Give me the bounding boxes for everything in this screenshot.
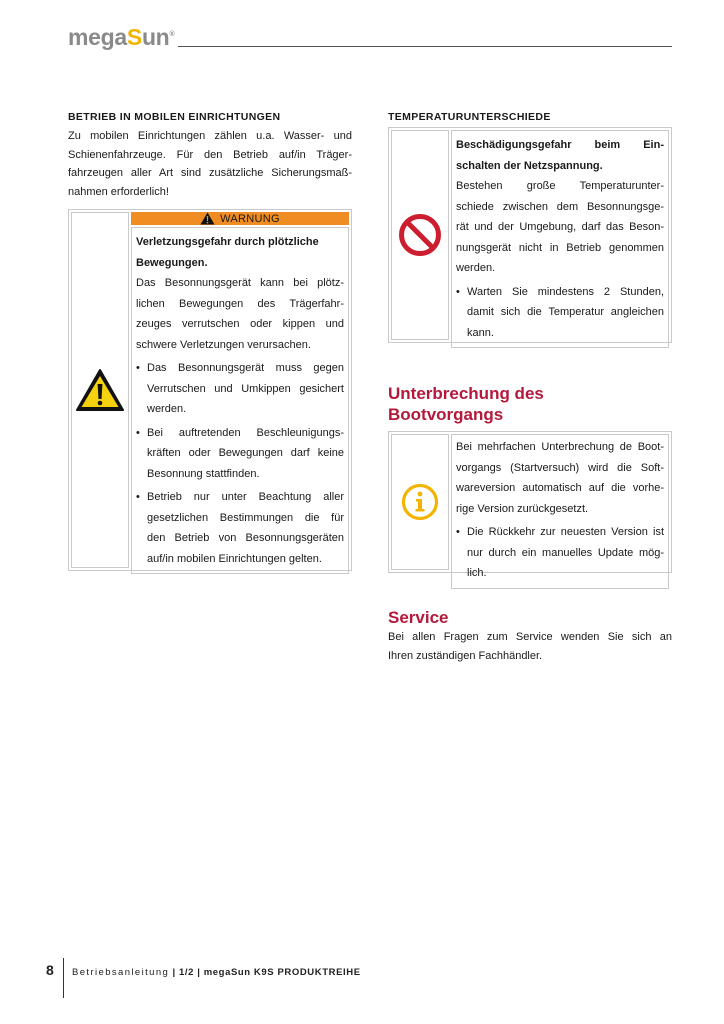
bullet-line: kann.: [467, 326, 494, 339]
right-column: [388, 110, 672, 665]
temp-body-line: nungsgerät nicht in Betrieb genommen: [456, 241, 664, 254]
warning-body-line: schwere Verletzungen verursachen.: [136, 338, 311, 351]
warning-triangle-icon: [75, 368, 125, 412]
bullet-line: Warten Sie mindestens 2 Stunden,: [467, 285, 664, 298]
boot-body-line: rige Version zurückgesetzt.: [456, 502, 589, 515]
logo-text-un: un: [141, 24, 170, 50]
bullet-line: werden.: [147, 403, 187, 416]
intro-line: nahmen erforderlich!: [68, 185, 169, 198]
warning-bullet: • Das Besonnungsgerät muss gegen Verrutschen und Umkippen gesichert werden.: [136, 358, 344, 420]
footer-product: megaSun K9S PRODUKTREIHE: [203, 967, 361, 978]
page-number: 8: [46, 962, 54, 978]
prohibition-icon: [398, 213, 442, 257]
bullet-line: kräften oder Bewegungen darf keine: [147, 447, 344, 460]
bullet-line: Bei auftretenden Beschleunigungs-: [147, 426, 344, 439]
boot-body-line: vorgangs (Startversuch) wird die Soft-: [456, 461, 664, 474]
warning-bullet: • Betrieb nur unter Beachtung aller gesetzlichen Bestimmungen die für den Betrieb von Besonnungsgeräten auf/in mobilen Einrichtungen gelten.: [136, 487, 344, 569]
boot-bullet: • Die Rückkehr zur neuesten Version ist nur durch ein manuelles Update mög- lich.: [456, 522, 664, 584]
warning-small-icon: [200, 212, 215, 225]
warning-text: [131, 227, 349, 574]
warning-label-bar: [131, 212, 349, 225]
service-text: [388, 628, 672, 665]
temp-title-line: schalten der Netzspannung.: [456, 159, 603, 172]
bullet-line: auf/in mobilen Einrichtungen gelten.: [147, 552, 322, 565]
bullet-line: Verrutschen und Umkippen gesichert: [147, 382, 344, 395]
prohibit-icon-cell: [391, 130, 449, 340]
logo: [68, 24, 174, 50]
warning-bullet: • Bei auftretenden Beschleunigungs- kräften oder Bewegungen darf keine Besonnung stattfinden.: [136, 423, 344, 485]
warning-icon-cell: [71, 212, 129, 568]
section-heading-temperature: TEMPERATURUNTERSCHIEDE: [388, 111, 551, 123]
boot-content: [451, 434, 669, 579]
intro-line: Zu mobilen Einrichtungen zählen u.a. Wasser- und: [68, 130, 352, 142]
warning-body-line: Das Besonnungsgerät kann bei plötz-: [136, 277, 344, 290]
temp-body-line: Bestehen große Temperaturunter-: [456, 180, 664, 192]
temperature-text: [451, 130, 669, 348]
bullet-line: Die Rückkehr zur neuesten Version ist: [467, 526, 664, 538]
logo-text-mega: mega: [68, 24, 127, 50]
footer-text: [72, 967, 361, 978]
bullet-line: den Betrieb von Besonnungsgeräten: [147, 532, 344, 545]
warning-title-line: Verletzungsgefahr durch plötzliche: [136, 236, 319, 249]
section-heading-service: Service: [388, 608, 449, 627]
footer-rule: [63, 958, 64, 998]
bullet-line: lich.: [467, 567, 487, 579]
temp-body-line: schiede zwischen dem Besonnungsge-: [456, 200, 664, 213]
intro-line: Schienenfahrzeuge. Für den Betrieb auf/in Träger-: [68, 148, 352, 161]
temp-bullet: • Warten Sie mindestens 2 Stunden, damit sich die Temperatur angleichen kann.: [456, 282, 664, 344]
boot-heading-line: Unterbrechung des: [388, 384, 544, 403]
warning-title-line: Bewegungen.: [136, 256, 208, 269]
footer-sep: |: [169, 967, 179, 978]
service-line: Bei allen Fragen zum Service wenden Sie sich an: [388, 631, 672, 643]
warning-body-line: lichen Bewegungen des Trägerfahr-: [136, 297, 344, 310]
footer-version: 1/2: [178, 967, 194, 978]
section-heading-boot: [388, 383, 672, 425]
temp-body-line: werden.: [456, 262, 496, 274]
mobile-intro-text: [68, 127, 352, 201]
bullet-line: Betrieb nur unter Beachtung aller: [147, 491, 344, 504]
section-heading-mobile: BETRIEB IN MOBILEN EINRICHTUNGEN: [68, 111, 281, 123]
bullet-line: Besonnung stattfinden.: [147, 467, 260, 480]
intro-line: fahrzeugen aller Art sind zusätzliche Sicherungsmaß-: [68, 167, 352, 180]
service-line: Ihren zuständigen Fachhändler.: [388, 649, 543, 662]
boot-box: [388, 431, 672, 579]
temperature-box: [388, 127, 672, 343]
warning-box: [68, 209, 352, 571]
logo-text-s: S: [126, 24, 142, 50]
warning-content: [131, 212, 349, 568]
warning-body-line: zeuges verrutschen oder kippen und: [136, 318, 344, 331]
logo-registered: ®: [169, 31, 175, 38]
bullet-line: Das Besonnungsgerät muss gegen: [147, 362, 344, 375]
boot-heading-line: Bootvorgangs: [388, 405, 504, 424]
info-icon-cell: [391, 434, 449, 570]
bullet-line: nur durch ein manuelles Update mög-: [467, 546, 664, 559]
temperature-content: [451, 130, 669, 340]
bullet-line: gesetzlichen Bestimmungen die für: [147, 511, 344, 524]
boot-text: [451, 434, 669, 589]
left-column: [68, 110, 352, 571]
temp-title-line: Beschädigungsgefahr beim Ein-: [456, 139, 664, 151]
warning-label: WARNUNG: [220, 212, 280, 225]
footer-doc-title: Betriebsanleitung: [72, 967, 170, 978]
boot-body-line: Bei mehrfachen Unterbrechung de Boot-: [456, 441, 664, 453]
boot-body-line: wareversion automatisch auf die vorhe-: [456, 482, 664, 494]
temp-body-line: rät und der Umgebung, darf das Beson-: [456, 221, 664, 233]
bullet-line: damit sich die Temperatur angleichen: [467, 306, 664, 318]
footer-sep: |: [193, 967, 204, 978]
header-rule: [178, 46, 672, 47]
info-icon: [400, 482, 440, 522]
